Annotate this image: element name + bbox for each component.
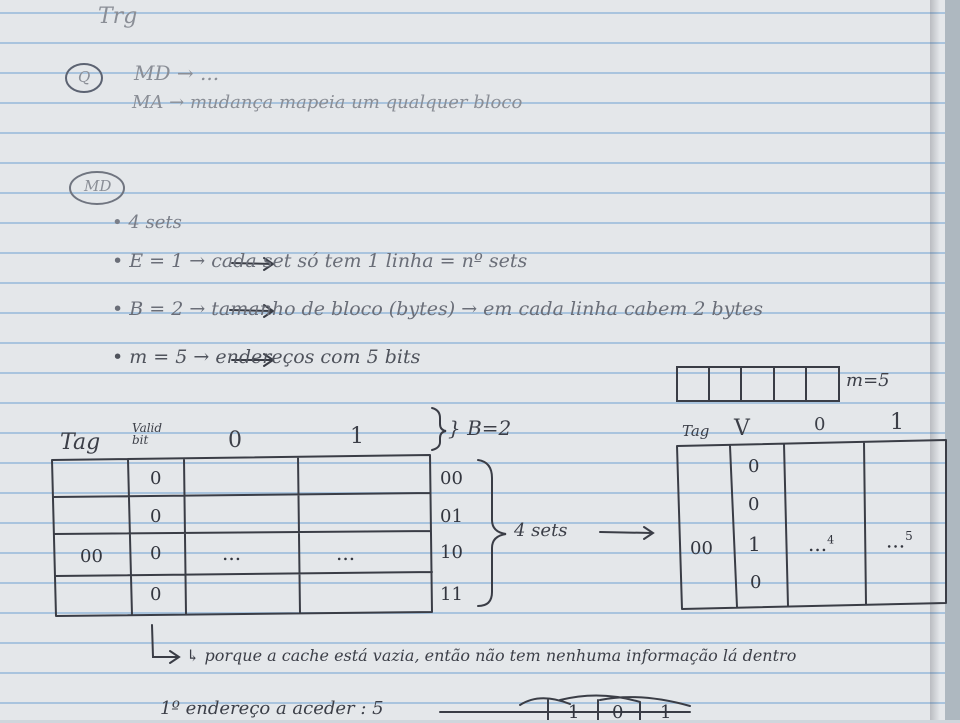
right-header-tag: Tag <box>682 422 710 440</box>
right-cell1-dots: ... <box>886 528 906 553</box>
bottom-seq-2: 1 <box>660 702 672 723</box>
address-box <box>677 367 839 401</box>
right-valid-row-3: 0 <box>750 572 762 593</box>
left-b-label: } B=2 <box>448 416 512 440</box>
bottom-seq-0: 1 <box>568 702 580 723</box>
right-valid-row-0: 0 <box>748 456 760 477</box>
b-brace <box>432 408 446 450</box>
bottom-line: 1º endereço a aceder : 5 <box>160 698 384 719</box>
left-cell0-row-2: ... <box>222 541 242 565</box>
address-box-label: m=5 <box>846 370 890 391</box>
set-label-01: 01 <box>440 506 463 527</box>
footnote: ↳ porque a cache está vazia, então não tem nenhuma informação lá dentro <box>186 646 797 665</box>
left-table-grid <box>52 455 432 616</box>
md-item-m: • m = 5 → endereços com 5 bits <box>112 346 421 368</box>
md-item-e: • E = 1 → cada set só tem 1 linha = nº sets <box>112 250 528 272</box>
right-cell0 <box>808 534 834 554</box>
right-header-1: 1 <box>890 410 904 435</box>
arrow-to-right-table <box>600 527 653 539</box>
brace-label-4-sets: 4 sets <box>514 520 568 541</box>
right-tag-value: 00 <box>690 538 713 559</box>
left-table-brace <box>478 460 506 606</box>
left-header-tag: Tag <box>60 430 101 455</box>
md-item-sets: • 4 sets <box>112 212 182 233</box>
left-cell1-row-2: ... <box>336 541 356 565</box>
left-header-valid: Valid bit <box>132 421 163 447</box>
md-item-b: • B = 2 → tamanho de bloco (bytes) → em cada linha cabem 2 bytes <box>112 298 764 320</box>
right-cell0-sup: 4 <box>827 533 835 547</box>
md-badge-label: MD <box>84 177 112 195</box>
set-label-11: 11 <box>440 584 463 605</box>
right-cell1-sup: 5 <box>905 529 913 543</box>
footnote-hook <box>152 625 179 663</box>
q-badge-label: Q <box>78 68 91 86</box>
right-valid-row-2: 1 <box>748 532 761 556</box>
right-table-grid <box>677 440 946 609</box>
q-line-2: MA → mudança mapeia um qualquer bloco <box>132 92 523 113</box>
corner-mark: Trg <box>98 4 138 29</box>
left-valid-row-2: 0 <box>150 543 162 564</box>
left-tag-row-2: 00 <box>80 546 103 567</box>
left-header-1: 1 <box>350 424 364 449</box>
left-valid-row-3: 0 <box>150 584 162 605</box>
right-header-v: V <box>734 416 750 441</box>
right-valid-row-1: 0 <box>748 494 760 515</box>
q-line-1: MD → ... <box>134 61 220 85</box>
set-label-10: 10 <box>440 542 463 563</box>
bottom-seq-1: 0 <box>612 702 624 723</box>
left-valid-row-0: 0 <box>150 468 162 489</box>
left-valid-row-1: 0 <box>150 506 162 527</box>
right-header-0: 0 <box>814 414 826 435</box>
right-cell0-dots: ... <box>808 532 828 556</box>
left-header-0: 0 <box>228 428 242 453</box>
set-label-00: 00 <box>440 468 463 489</box>
bottom-sequence-boxes <box>440 695 690 723</box>
right-cell1 <box>886 530 913 551</box>
